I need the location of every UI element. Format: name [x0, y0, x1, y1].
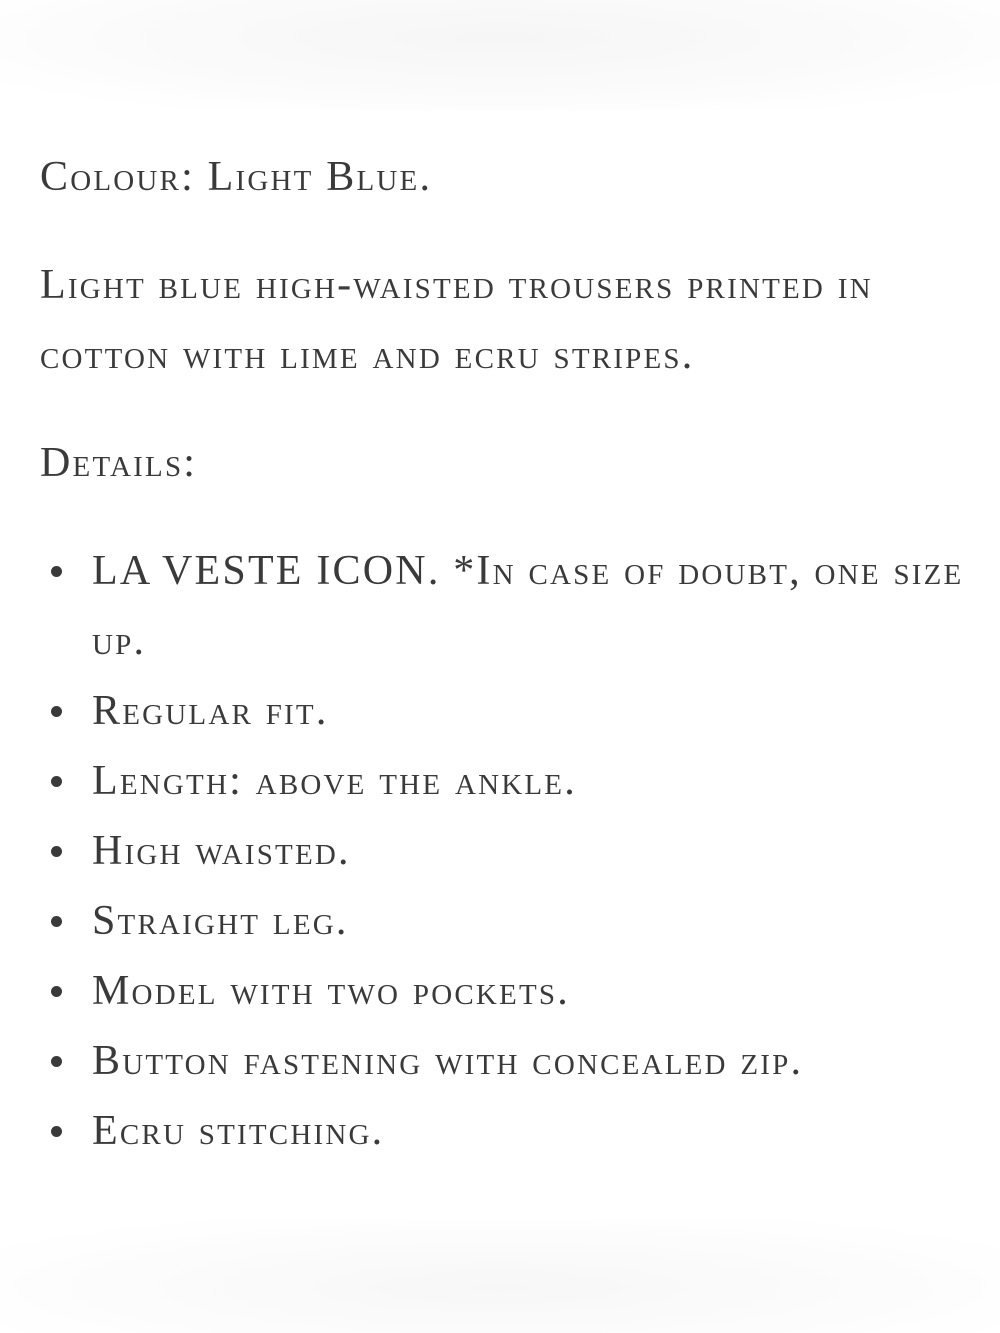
- detail-text: Regular fit.: [92, 688, 329, 734]
- bullet-icon: [51, 566, 62, 577]
- list-item: [40, 1026, 980, 1096]
- list-item: [40, 746, 980, 816]
- list-item: [40, 816, 980, 886]
- detail-text: Straight leg.: [92, 898, 349, 944]
- top-fade: [0, 0, 1000, 110]
- bullet-icon: [51, 986, 62, 997]
- detail-text: Button fastening with concealed zip.: [92, 1038, 804, 1084]
- bottom-fade: [0, 1220, 1000, 1333]
- bullet-icon: [51, 776, 62, 787]
- product-description: [40, 142, 980, 1166]
- bullet-icon: [51, 1056, 62, 1067]
- list-item: [40, 956, 980, 1026]
- colour-text: Colour: Light Blue.: [40, 154, 433, 200]
- detail-text: LA VESTE ICON. *In case of doubt, one size up.: [92, 548, 964, 664]
- description-text: Light blue high-waisted trousers printed in cotton with lime and ecru stripes.: [40, 262, 873, 378]
- details-heading: Details:: [40, 440, 198, 486]
- details-list: [40, 536, 980, 1166]
- detail-text: Length: above the ankle.: [92, 758, 577, 804]
- list-item: [40, 1096, 980, 1166]
- bullet-icon: [51, 916, 62, 927]
- detail-text: Ecru stitching.: [92, 1108, 385, 1154]
- list-item: [40, 886, 980, 956]
- list-item: [40, 536, 980, 676]
- detail-text: High waisted.: [92, 828, 351, 874]
- bullet-icon: [51, 846, 62, 857]
- list-item: [40, 676, 980, 746]
- detail-text: Model with two pockets.: [92, 968, 570, 1014]
- bullet-icon: [51, 706, 62, 717]
- bullet-icon: [51, 1126, 62, 1137]
